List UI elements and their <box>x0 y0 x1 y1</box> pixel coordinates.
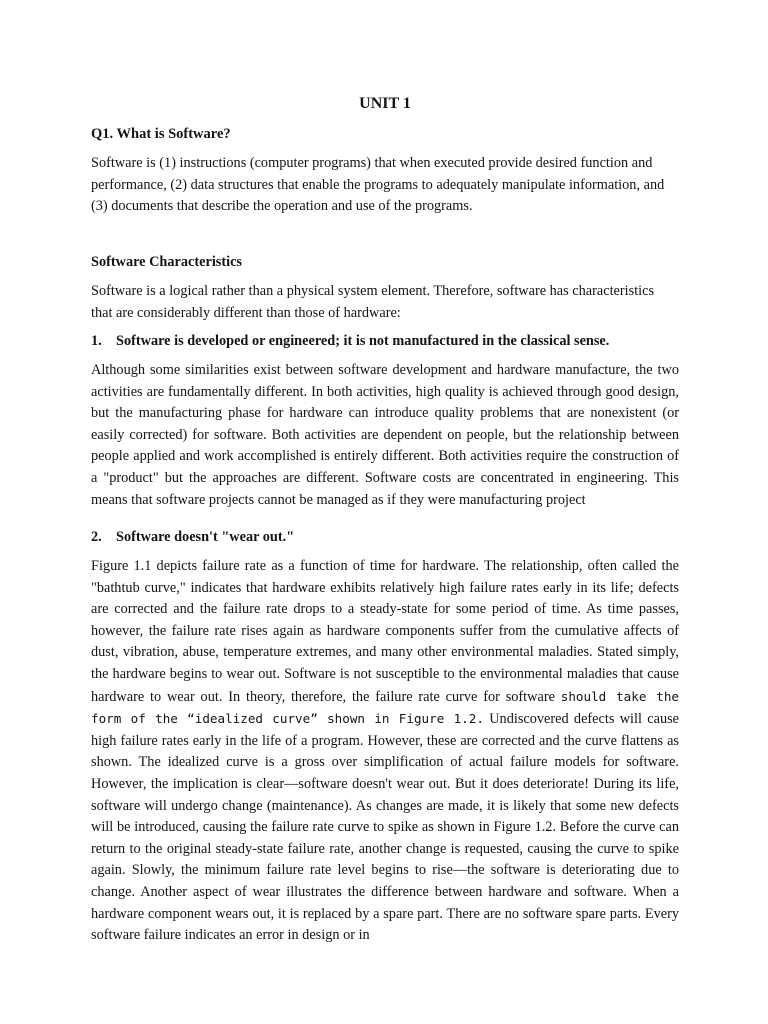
item-number: 2. <box>91 529 102 545</box>
item-number: 1. <box>91 333 102 349</box>
unit-title: UNIT 1 <box>359 95 411 112</box>
item-title: Software is developed or engineered; it is not manufactured in the classical sense. <box>116 333 610 349</box>
question-heading: Q1. What is Software? <box>91 126 231 142</box>
item-title: Software doesn't "wear out." <box>116 529 295 545</box>
numbered-heading-1 <box>91 331 679 351</box>
body-text-run-monospace: should take the form of the “idealized curve” shown in Figure 1.2. <box>91 688 680 727</box>
software-definition-paragraph: Software is (1) instructions (computer programs) that when executed provide desired function and performance, (2) data structures that enable the programs to adequately manipulate information, and (3) documents that describe the operation and use of the programs. <box>91 155 665 215</box>
item-2-body-paragraph <box>91 556 679 947</box>
characteristics-intro-paragraph: Software is a logical rather than a physical system element. Therefore, software has characteristics that are considerably different than those of hardware: <box>91 283 655 321</box>
body-text-run: Figure 1.1 depicts failure rate as a function of time for hardware. The relationship, often called the "bathtub curve," indicates that hardware exhibits relatively high failure rates early in its life; defects are corrected and the failure rate drops to a steady-state for some period of time. As time passes, however, the failure rate rises again as hardware components suffer from the cumulative affects of dust, vibration, abuse, temperature extremes, and many other environmental maladies. Stated simply, the hardware begins to wear out. Software is not susceptible to the environmental maladies that cause hardware to wear out. In theory, therefore, the failure rate curve for software <box>91 558 679 705</box>
numbered-heading-2 <box>91 527 679 547</box>
item-1-body-paragraph: Although some similarities exist between software development and hardware manufacture, the two activities are fundamentally different. In both activities, high quality is achieved through good design, but the manufacturing phase for hardware can introduce quality problems that are nonexistent (or easily corrected) for software. Both activities are dependent on people, but the relationship between people applied and work accomplished is entirely different. Both activities require the construction of a "product" but the approaches are different. Software costs are concentrated in engineering. This means that software projects cannot be managed as if they were manufacturing project <box>91 362 679 508</box>
section-heading-characteristics: Software Characteristics <box>91 254 242 270</box>
body-text-run: Undiscovered defects will cause high failure rates early in the life of a program. However, these are corrected and the curve flattens as shown. The idealized curve is a gross over simplification of actual failure models for software. However, the implication is clear—software doesn't wear out. But it does deteriorate! During its life, software will undergo change (maintenance). As changes are made, it is likely that some new defects will be introduced, causing the failure rate curve to spike as shown in Figure 1.2. Before the curve can return to the original steady-state failure rate, another change is requested, causing the curve to spike again. Slowly, the minimum failure rate level begins to rise—the software is deteriorating due to change. Another aspect of wear illustrates the difference between hardware and software. When a hardware component wears out, it is replaced by a spare part. There are no software spare parts. Every software failure indicates an error in design or in <box>91 711 679 944</box>
